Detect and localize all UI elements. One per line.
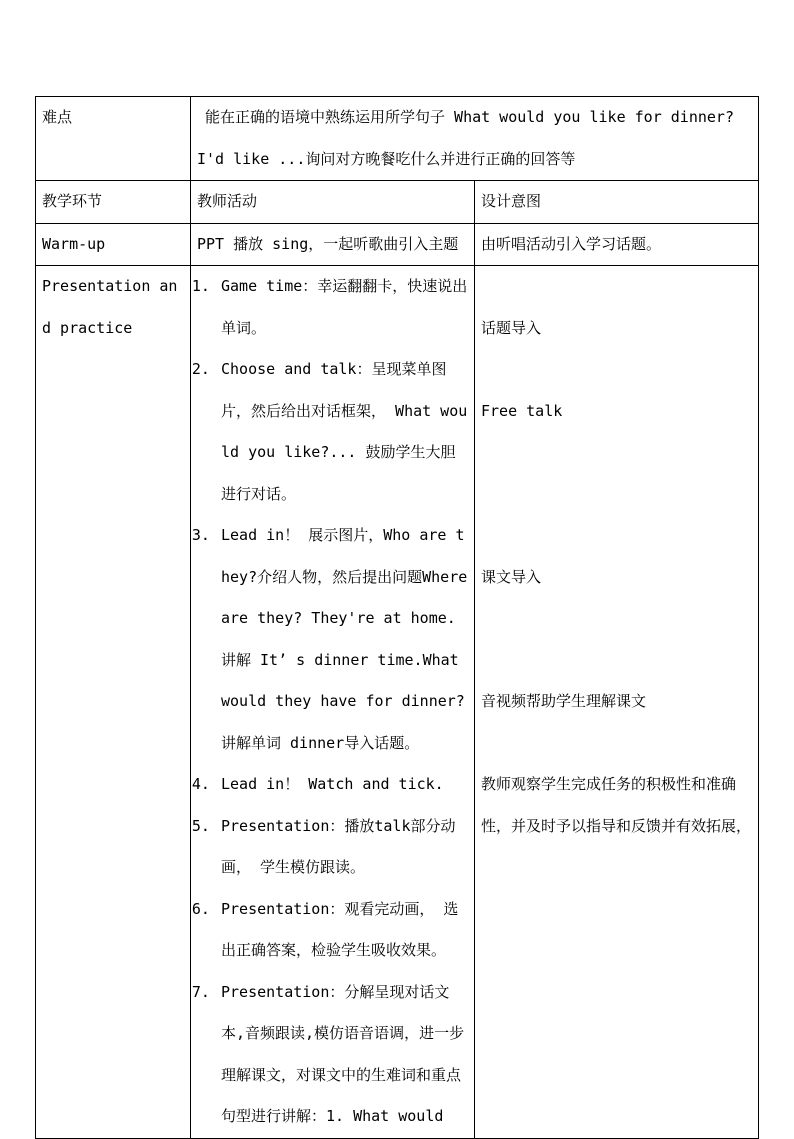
presentation-intents [475, 266, 759, 1139]
spacer [481, 515, 752, 557]
spacer [481, 598, 752, 640]
spacer [481, 349, 752, 391]
spacer [481, 266, 752, 308]
difficulty-label: 难点 [36, 97, 191, 181]
header-activity: 教师活动 [191, 181, 475, 224]
header-row [36, 181, 759, 224]
spacer [481, 640, 752, 682]
warmup-activity: PPT 播放 sing，一起听歌曲引入主题 [191, 223, 475, 266]
header-intent: 设计意图 [475, 181, 759, 224]
list-item: 7. Presentation：分解呈现对话文本,音频跟读,模仿语音语调，进一步理解课文，对课文中的生难词和重点句型进行讲解：1. What would [219, 972, 468, 1138]
list-item: 2. Choose and talk：呈现菜单图片，然后给出对话框架， What would you like?... 鼓励学生大胆进行对话。 [219, 349, 468, 515]
presentation-row [36, 266, 759, 1139]
spacer [481, 474, 752, 516]
presentation-activities [191, 266, 475, 1139]
intent-av: 音视频帮助学生理解课文 [481, 692, 647, 710]
activity-list [197, 266, 468, 1138]
list-item: 6. Presentation：观看完动画， 选出正确答案，检验学生吸收效果。 [219, 889, 468, 972]
intent-text-intro: 课文导入 [481, 567, 542, 586]
warmup-row [36, 223, 759, 266]
list-item: 1. Game time：幸运翻翻卡，快速说出单词。 [219, 266, 468, 349]
intent-observe: 教师观察学生完成任务的积极性和准确性，并及时予以指导和反馈并有效拓展， [481, 775, 752, 835]
list-item: 4. Lead in！ Watch and tick. [219, 764, 468, 806]
difficulty-row [36, 97, 759, 181]
list-item: 5. Presentation：播放talk部分动画， 学生模仿跟读。 [219, 806, 468, 889]
difficulty-text: 能在正确的语境中熟练运用所学句子 What would you like for dinner?I'd like ...询问对方晚餐吃什么并进行正确的回答等 [191, 97, 759, 181]
warmup-stage: Warm-up [36, 223, 191, 266]
intent-free-talk: Free talk [481, 401, 563, 420]
warmup-intent: 由听唱活动引入学习话题。 [475, 223, 759, 266]
list-item: 3. Lead in！ 展示图片，Who are they?介绍人物，然后提出问题Where are they? They're at home. 讲解 It’ s dinner time.What would they have for dinner?讲解单词 dinner导入话题。 [219, 515, 468, 764]
lesson-plan-table [35, 96, 759, 1139]
spacer [481, 432, 752, 474]
header-stage: 教学环节 [36, 181, 191, 224]
intent-topic: 话题导入 [481, 318, 542, 337]
spacer [481, 723, 752, 765]
presentation-stage: Presentation and practice [36, 266, 191, 1139]
